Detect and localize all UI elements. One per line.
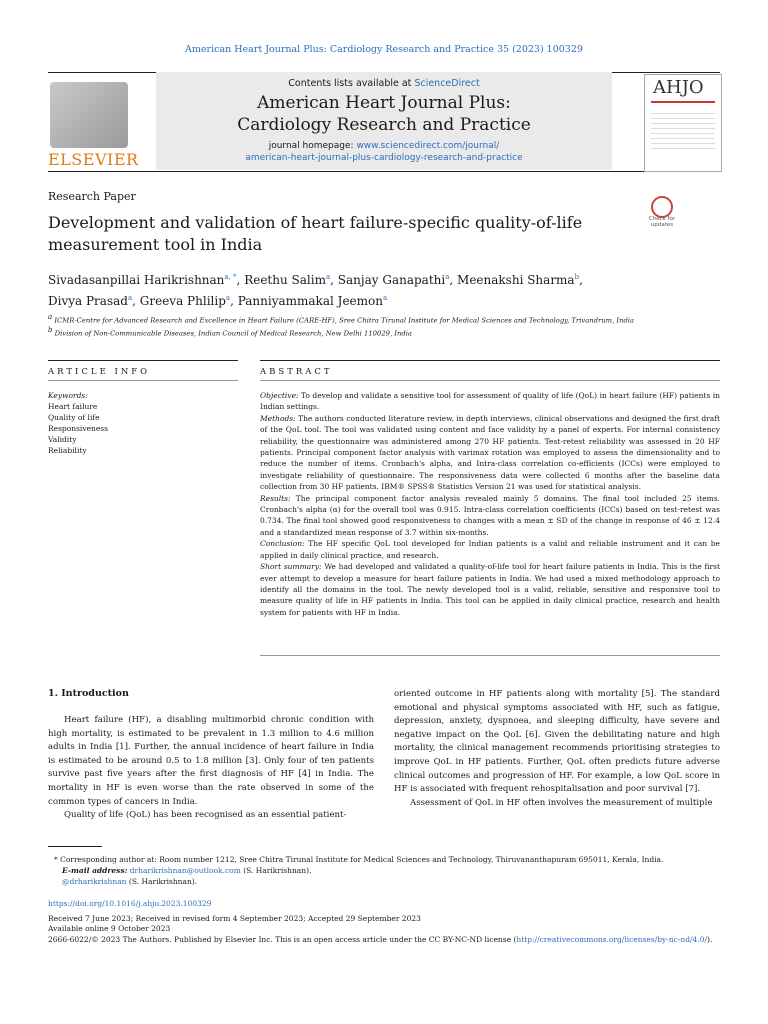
keyword: Validity (48, 435, 77, 444)
affiliation-item: $^a$ ICMR-Centre for Advanced Research and Excellence in Heart Failure (CARE-HF), Sree Chitra Tirunal Institute for Medical Sciences and Technology, Trivandrum, India (48, 313, 635, 325)
elsevier-tree-icon (50, 82, 128, 148)
author-affil-mark[interactable]: a (445, 273, 450, 281)
abstract-conclusion: Conclusion: The HF specific QoL tool developed for Indian patients is a valid and reliable instrument and it can be applied in daily clinical practice, and research. (260, 539, 721, 560)
affiliations (48, 312, 728, 339)
intro-paragraph: Quality of life (QoL) has been recognised as an essential patient- (64, 810, 347, 821)
ahjo-logo: AHJO (653, 77, 704, 98)
footnote (48, 854, 728, 887)
abstract-end-rule (260, 655, 720, 656)
abstract-subrule (260, 380, 720, 381)
author-affil-mark[interactable]: b (574, 273, 580, 281)
sciencedirect-link[interactable]: ScienceDirect (414, 78, 480, 89)
author-affil-mark[interactable]: a (382, 294, 388, 302)
author-list: Sivadasanpillai Harikrishnan$^{a, *}$, Reethu Salim$^a$, Sanjay Ganapathi$^a$, Meenakshi Sharma$^b$, Divya Prasad$^a$, Greeva Phlilip$^a$, Panniyammakal Jeemon$^a$ (48, 273, 583, 308)
keyword: Responsiveness (48, 424, 108, 433)
elsevier-wordmark: ELSEVIER (48, 150, 139, 169)
article-info-subrule (48, 380, 238, 381)
journal-masthead (48, 72, 720, 172)
email-link[interactable]: drharikrishnan@outlook.com (129, 866, 241, 875)
check-updates-label: Check for updates (648, 216, 676, 228)
license-link[interactable]: http://creativecommons.org/licenses/by-nc-nd/4.0/ (516, 934, 708, 944)
twitter-handle-link[interactable]: @drharikrishnan (62, 877, 127, 886)
author-name[interactable]: Meenakshi Sharma (457, 273, 575, 287)
social-handle-line: @drharikrishnan (S. Harikrishnan). (62, 877, 198, 886)
keyword: Heart failure (48, 402, 98, 411)
author-affil-mark[interactable]: a (225, 294, 231, 302)
affiliation-item: $^b$ Division of Non-Communicable Diseases, Indian Council of Medical Research, New Delhi 110029, India (48, 326, 412, 338)
cover-accent-line (651, 101, 715, 103)
homepage-link-line2[interactable]: american-heart-journal-plus-cardiology-research-and-practice (245, 153, 523, 163)
article-info-rule (48, 360, 238, 361)
intro-paragraph: oriented outcome in HF patients along with mortality [5]. The standard emotional and physical symptoms associated with HF, such as fatigue, depression, anxiety, dyspnoea, and sleeping difficulty, have severe and negative impact on the QoL [6]. Given the debilitating nature and high mortality, the clinical management recommends prioritising strategies to improve QoL in HF patients. Further, QoL often predicts future adverse clinical outcomes and progression of HF. For example, a low QoL score in HF is associated with frequent rehospitalisation and poor survival [7]. (394, 689, 720, 795)
journal-title-line2: Cardiology Research and Practice (237, 115, 531, 135)
homepage-link-line1[interactable]: www.sciencedirect.com/journal/ (356, 141, 500, 151)
available-online: Available online 9 October 2023 (48, 924, 171, 934)
author-affil-mark[interactable]: a (325, 273, 331, 281)
elsevier-logo (48, 78, 139, 170)
received-dates: Received 7 June 2023; Received in revised form 4 September 2023; Accepted 29 September 2023 (48, 913, 421, 923)
abstract-objective: Objective: To develop and validate a sensitive tool for assessment of quality of life (QoL) in heart failure (HF) patients in Indian settings. (260, 391, 720, 412)
body-column-right (394, 688, 720, 810)
check-for-updates-button[interactable] (645, 196, 679, 230)
abstract-rule (260, 360, 720, 361)
publication-info (48, 899, 728, 945)
journal-cover-thumbnail[interactable] (644, 74, 722, 172)
author-name[interactable]: Greeva Phlilip (139, 294, 226, 308)
author-affil-mark[interactable]: a (127, 294, 133, 302)
running-head[interactable]: American Heart Journal Plus: Cardiology Research and Practice 35 (2023) 100329 (185, 44, 583, 55)
corresponding-author: * Corresponding author at: Room number 1212, Sree Chitra Tirunal Institute for Medical Sciences and Technology, Thiruvananthapuram 695011, Kerala, India. (54, 855, 664, 864)
section-heading-introduction: 1. Introduction (48, 688, 129, 699)
journal-homepage (156, 140, 612, 164)
doi-link[interactable]: https://doi.org/10.1016/j.ahjo.2023.100329 (48, 899, 212, 908)
homepage-prefix: journal homepage: (268, 141, 354, 151)
author-name[interactable]: Sanjay Ganapathi (337, 273, 446, 287)
article-info-heading: ARTICLE INFO (48, 367, 151, 377)
cover-text-lines (651, 109, 715, 153)
author-name[interactable]: Divya Prasad (48, 294, 128, 308)
abstract-heading: ABSTRACT (260, 367, 333, 377)
author-name[interactable]: Sivadasanpillai Harikrishnan (48, 273, 225, 287)
journal-title-line1: American Heart Journal Plus: (257, 93, 511, 113)
contents-prefix: Contents lists available at (288, 78, 412, 89)
check-updates-icon (651, 196, 673, 218)
license-line: 2666-6022/© 2023 The Authors. Published by Elsevier Inc. This is an open access article under the CC BY-NC-ND license (http://creativecommons.org/licenses/by-nc-nd/4.0/). (48, 934, 713, 944)
author-name[interactable]: Reethu Salim (244, 273, 326, 287)
intro-paragraph: Heart failure (HF), a disabling multimorbid chronic condition with high mortality, is estimated to be prevalent in 1.3 million to 4.6 million adults in India [1]. Further, the annual incidence of heart failure in India is estimated to be around 0.5 to 1.8 million [3]. Only four of ten patients survive past five years after the first diagnosis of HF [4] in India. The mortality in HF is even worse than the rate observed in some of the common types of cancers in India. (48, 715, 374, 807)
abstract-short-summary: Short summary: We had developed and validated a quality-of-life tool for heart failure patients in India. This is the first ever attempt to develop a measure for heart failure patients in India. We had used a mixed methodology approach to identify all the domains in the tool. The newly developed tool is a valid, reliable, sensitive and responsive tool to measure quality of life in HF patients in India. This tool can be applied in daily clinical practice, research and health system for patients with HF in India. (260, 562, 720, 617)
journal-title (156, 92, 612, 136)
keyword: Quality of life (48, 413, 100, 422)
author-name[interactable]: Panniyammakal Jeemon (237, 294, 383, 308)
footnote-rule (48, 846, 102, 847)
author-affil-mark[interactable]: a, * (224, 273, 237, 281)
keyword: Reliability (48, 446, 87, 455)
contents-available (156, 78, 612, 89)
intro-paragraph: Assessment of QoL in HF often involves the measurement of multiple (410, 797, 713, 808)
body-column-left (48, 714, 374, 823)
abstract-methods: Methods: The authors conducted literature review, in depth interviews, clinical observations and designed the first draft of the QoL tool. The tool was validated using content and face validity by a panel of experts. For internal consistency reliability, the questionnaire was administered among 270 HF patients. Test-retest reliability was assessed in 20 HF patients. Principal component factor analysis with varimax rotation was employed to assess the dimensionality and to reduce the number of items. Cronbach's alpha, and Intra-class correlation co-efficients (ICCs) were employed to investigate reliability of questionnaire. The responsiveness data were collected 6 months after the baseline data collection from 30 HF patients. IBM® SPSS® Statistics Version 21 was used for statistical analysis. (260, 413, 721, 492)
email-line: E-mail address: drharikrishnan@outlook.com (S. Harikrishnan). (62, 866, 312, 875)
keywords-block (48, 390, 238, 456)
abstract-body (260, 390, 720, 618)
abstract-results: Results: The principal component factor analysis revealed mainly 5 domains. The final tool included 25 items. Cronbach's alpha (α) for the overall tool was 0.915. Intra-class correlation coefficients (ICCs) based on test-retest was 0.734. The final tool showed good responsiveness to changes with a mean ± SD of the change in response of 46 ± 12.4 and a standardized mean response of 3.7 within six-months. (260, 493, 720, 537)
keywords-label: Keywords: (48, 391, 88, 400)
article-title: Development and validation of heart failure-specific quality-of-life measurement tool in India (48, 213, 583, 254)
article-type: Research Paper (48, 190, 136, 203)
